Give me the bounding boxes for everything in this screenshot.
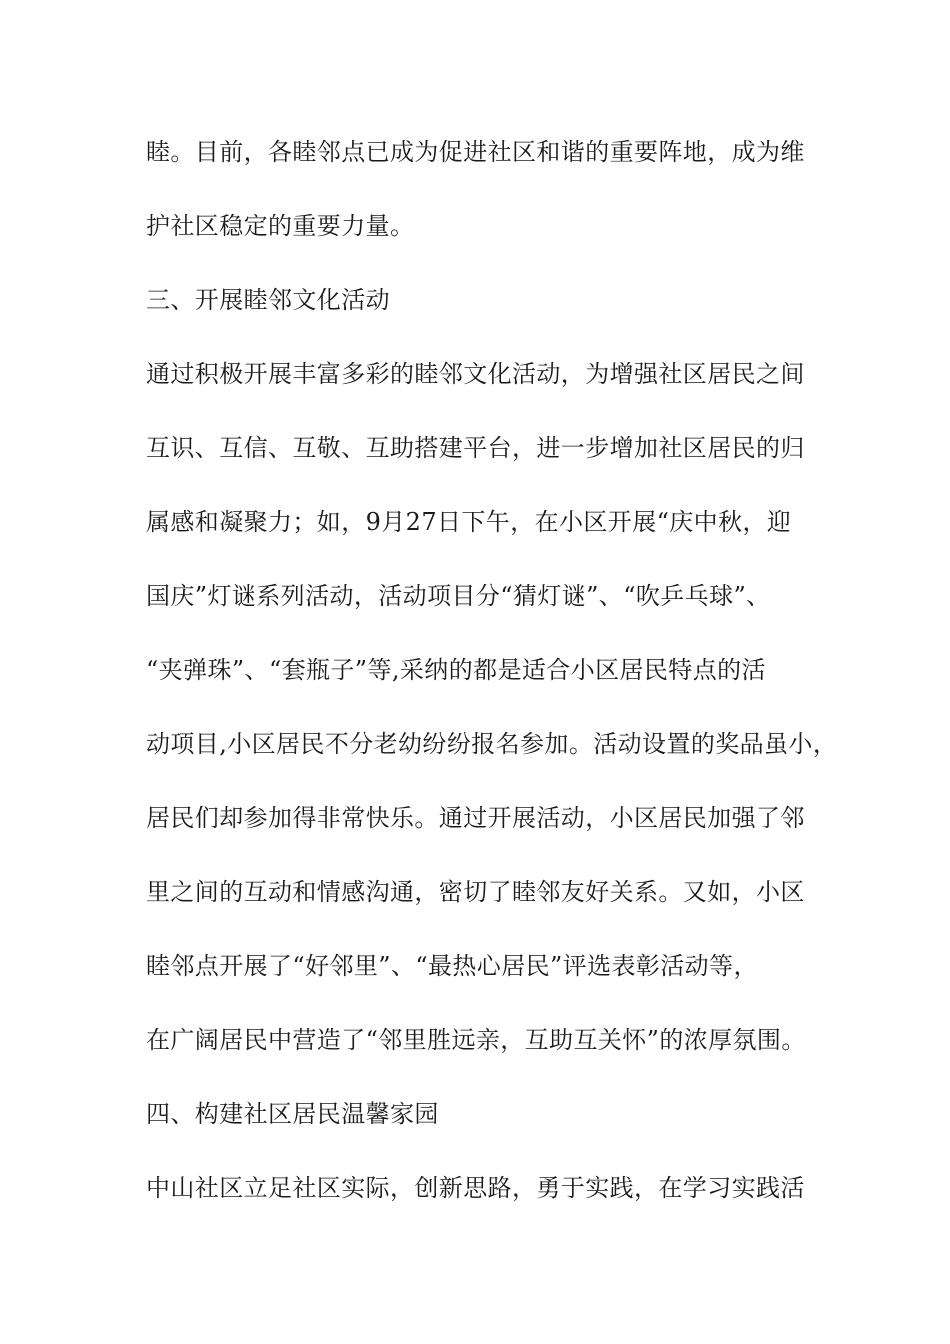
section-heading: 三、开展睦邻文化活动 [146,286,390,314]
paragraph-line: 睦邻点开展了“好邻里”、“最热心居民”评选表彰活动等， [146,952,758,980]
paragraph-line: 国庆”灯谜系列活动，活动项目分“猜灯谜”、“吹乒乓球”、 [146,582,771,610]
paragraph-line: 居民们却参加得非常快乐。通过开展活动，小区居民加强了邻 [146,804,805,832]
paragraph-line: “夹弹珠”、“套瓶子”等,采纳的都是适合小区居民特点的活 [146,656,766,684]
paragraph-line: 里之间的互动和情感沟通，密切了睦邻友好关系。又如，小区 [146,878,805,906]
paragraph-line: 中山社区立足社区实际，创新思路，勇于实践，在学习实践活 [146,1174,805,1202]
paragraph-line: 动项目,小区居民不分老幼纷纷报名参加。活动设置的奖品虽小， [146,730,838,758]
paragraph-line: 在广阔居民中营造了“邻里胜远亲，互助互关怀”的浓厚氛围。 [146,1026,806,1054]
paragraph-line: 睦。目前，各睦邻点已成为促进社区和谐的重要阵地，成为维 [146,138,805,166]
paragraph-line: 属感和凝聚力；如，9月27日下午，在小区开展“庆中秋，迎 [146,508,792,536]
paragraph-line: 护社区稳定的重要力量。 [146,212,415,240]
paragraph-line: 互识、互信、互敬、互助搭建平台，进一步增加社区居民的归 [146,434,805,462]
section-heading: 四、构建社区居民温馨家园 [146,1100,439,1128]
paragraph-line: 通过积极开展丰富多彩的睦邻文化活动，为增强社区居民之间 [146,360,805,388]
